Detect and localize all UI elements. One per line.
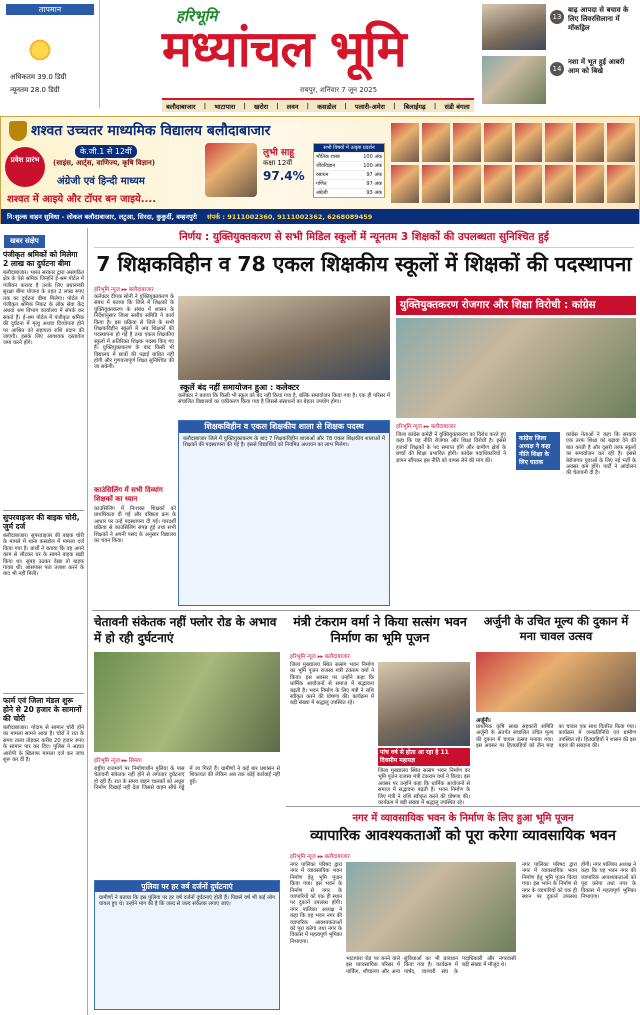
edition-item: पलारी-अमेरा [354, 102, 385, 111]
midcenter-photo [378, 662, 470, 746]
left-column [0, 228, 88, 1015]
results-table [313, 143, 385, 198]
results-row: रसायन 97 अंक [316, 172, 382, 178]
student-photo [576, 165, 604, 204]
topper-photo [205, 143, 257, 197]
results-row: भौतिक शास्त्र 100 अंक [316, 154, 382, 160]
student-photo [515, 165, 543, 204]
midcenter-byline: हरिभूमि न्यूज ▸▸ बलौदाबाजार [290, 654, 350, 660]
ad-footer-text: नि:शुल्क वाहन सुविधा - लोकल बलौदाबाजार, लटुआ, सिरदा, कुकुर्दी, बम्हनपुरी [7, 213, 197, 221]
brief-body: बलौदाबाजार। गोदाम से सामान चोरी होने का मामला सामने आया है। चोरों ने रात के समय ताला तोड़कर करीब 20 हजार रुपए के सामान पार कर दिए। पुलिस ने अज्ञात आरोपी के खिलाफ मामला दर्ज कर जांच शुरू कर दी है। [3, 725, 84, 764]
lead-box-text: बलौदाबाजार जिले में युक्तियुक्तकरण के बाद 7 शिक्षकविहीन शालाओं और 78 एकल शिक्षकीय शालाओं में शिक्षकों की पदस्थापना की गई है। इससे विद्यार्थियों को नियमित अध्ययन का लाभ मिलेगा। [183, 436, 385, 449]
student-photo-grid [391, 123, 635, 203]
brief-headline: पंजीकृत श्रमिकों को मिलेगा 2 लाख का दुर्घटना बीमा [3, 250, 78, 268]
student-photo [484, 123, 512, 162]
teaser-number: 13 [550, 10, 564, 24]
midcenter-body: जिला मुख्यालय स्थित सत्संग भवन निर्माण का भूमि पूजन राजस्व मंत्री टंकराम वर्मा ने किया। इस अवसर पर उन्होंने कहा कि धार्मिक आयोजनों से समाज में सद्भावना बढ़ती है। भवन निर्माण के लिए मंत्री ने राशि स्वीकृत करने की घोषणा की। कार्यक्रम में बड़ी संख्या में श्रद्धालु उपस्थित रहे। [290, 662, 374, 707]
brief-headline: फार्म एवं जिला मंडल शुरू होने से 20 हजार के सामानों की चोरी [3, 696, 82, 723]
newspaper-title: मध्यांचल भूमि [162, 20, 406, 78]
edition-item: बलौदाबाजार [166, 102, 196, 111]
lead-caption-text: कलेक्टर ने बताया कि किसी भी स्कूल को बंद नहीं किया गया है, बल्कि समायोजन किया गया है। एक ही परिसर में संचालित विद्यालयों का एकीकरण किया गया है जिससे संसाधनों का बेहतर उपयोग होगा। [178, 393, 390, 406]
student-photo [391, 165, 419, 204]
lead-body: कलेक्टर दीपक सोनी ने युक्तियुक्तकरण के संबंध में बताया कि जिले में शिक्षकों के युक्तियुक्तकरण के संबंध में शासन के निर्देशानुसार जिला स्तरीय समिति ने कार्य किया है। इस प्रक्रिया से जिले के सभी शिक्षकविहीन स्कूलों में अब शिक्षकों की पदस्थापना हो गई है तथा एकल शिक्षकीय स्कूलों में अतिरिक्त शिक्षक पदस्थ किए गए हैं। युक्तियुक्तकरण के बाद किसी भी विद्यालय में छात्रों की पढ़ाई बाधित नहीं होगी और गुणवत्तापूर्ण शिक्षा सुनिश्चित की जा सकेगी। [94, 294, 174, 371]
bottom-body-2: भाटापारा रोड पर बनने वाले इस व्यावसायिक परिसर में पार्किंग, शौचालय और अन्य सुविधाओं का भी प्रावधान किया गया है। कार्यक्रम में पार्षद, व्यापारी संघ के पदाधिकारी और नगरवासी बड़ी संख्या में मौजूद थे। [346, 956, 516, 975]
ad-streams: (साइंस, आर्ट्स, वाणिज्य, कृषि विज्ञान) [53, 159, 156, 167]
brief-body: बलौदाबाजार। सुपरवाइजर की बाइक चोरी के मामले में थाना कसडोल में मामला दर्ज किया गया है। प्रार्थी ने बताया कि वह अपने काम से लौटकर घर के सामने बाइक खड़ी किया था। सुबह उठकर देखा तो बाइक गायब थी। आसपास पता तलाश करने के बाद भी नहीं मिली। [3, 533, 84, 578]
bottom-photo [346, 862, 516, 952]
midleft-photo [94, 652, 280, 752]
topper-percentage: 97.4% [263, 169, 305, 183]
midright-byline: अर्जुनी। [476, 718, 491, 724]
bottom-body: नगर पालिका परिषद द्वारा नगर में व्यावसायिक भवन निर्माण हेतु भूमि पूजन किया गया। इस भवन के निर्माण से नगर के व्यापारियों को एक ही स्थान पर दुकानें उपलब्ध होंगी। नगर पालिका अध्यक्ष ने कहा कि यह भवन नगर की व्यापारिक आवश्यकताओं को पूरा करेगा तथा नगर के विकास में महत्वपूर्ण भूमिका निभाएगा। [290, 862, 342, 945]
results-title: सभी विषयों में उत्कृष्ट प्रदर्शन [314, 144, 384, 152]
student-photo [515, 123, 543, 162]
teaser-photo [482, 4, 546, 50]
lead-photo-caption: स्कूलें बंद नहीं समायोजन हुआ : कलेक्टर [178, 381, 390, 394]
right-story-photo [396, 318, 636, 418]
midleft-box-title: पुलिया पर हर वर्ष दर्जनों दुर्घटनाएं [95, 881, 279, 892]
student-photo [607, 165, 635, 204]
edition-item: लवन [286, 102, 299, 111]
student-photo [576, 123, 604, 162]
student-photo [453, 165, 481, 204]
student-photo [607, 123, 635, 162]
right-story-body-2: कांग्रेस नेताओं ने कहा कि सरकार एक तरफ शिक्षा को बढ़ावा देने की बात करती है और दूसरी तरफ स्कूलों का समायोजन कर रही है। इससे बेरोजगार युवाओं के लिए नई भर्ती के अवसर कम होंगे। पार्टी ने आंदोलन की चेतावनी दी है। [566, 432, 636, 477]
lead-byline: हरिभूमि न्यूज ▸▸ बलौदाबाजार [94, 287, 154, 293]
ad-footer-bar [1, 209, 639, 224]
student-photo [391, 123, 419, 162]
right-story-byline: हरिभूमि न्यूज ▸▸ बलौदाबाजार [396, 424, 456, 430]
lead-photo [178, 296, 390, 380]
brand-small: हरिभूमि [176, 7, 218, 25]
edition-item: कसडोल [317, 102, 337, 111]
midleft-headline: चेतावनी संकेतक नहीं फ्लोर रोड के अभाव में हो रही दुर्घटनाएं [94, 615, 277, 645]
ad-admission-badge: प्रवेश प्रारंभ [5, 147, 45, 187]
teaser-photo [482, 56, 546, 104]
edition-item: बिलाईगढ़ [403, 102, 426, 111]
edition-item: खरोरा [254, 102, 269, 111]
ad-classes: के.जी.1 से 12वीं [75, 145, 137, 158]
bottom-body-3: नगर पालिका परिषद द्वारा नगर में व्यावसायिक भवन निर्माण हेतु भूमि पूजन किया गया। इस भवन के निर्माण से नगर के व्यापारियों को एक ही स्थान पर दुकानें उपलब्ध होंगी। नगर पालिका अध्यक्ष ने कहा कि यह भवन नगर की व्यापारिक आवश्यकताओं को पूरा करेगा तथा नगर के विकास में महत्वपूर्ण भूमिका निभाएगा। [522, 862, 636, 901]
midcenter-headline: मंत्री टंकराम वर्मा ने किया सत्संग भवन निर्माण का भूमि पूजन [293, 614, 467, 645]
lead-headline: 7 शिक्षकविहीन व 78 एकल शिक्षकीय स्कूलों में शिक्षकों की पदस्थापना [96, 252, 632, 276]
midleft-box [94, 880, 280, 1010]
midcenter-body-2: जिला मुख्यालय स्थित सत्संग भवन निर्माण का भूमि पूजन राजस्व मंत्री टंकराम वर्मा ने किया। इस अवसर पर उन्होंने कहा कि धार्मिक आयोजनों से समाज में सद्भावना बढ़ती है। भवन निर्माण के लिए मंत्री ने राशि स्वीकृत करने की घोषणा की। कार्यक्रम में बड़ी संख्या में श्रद्धालु उपस्थित रहे। [378, 768, 470, 807]
ad-phone: संपर्क : 9111002360, 9111002362, 6268089459 [206, 213, 373, 221]
bottom-headline: व्यापारिक आवश्यकताओं को पूरा करेगा व्यावसायिक भवन [310, 828, 616, 844]
midleft-body: राष्ट्रीय राजमार्ग पर निर्माणाधीन पुलिया के पास चेतावनी संकेतक नहीं होने से लगातार दुर्घटनाएं हो रही हैं। रात के समय वाहन चालकों को अधूरा निर्माण दिखाई नहीं देता जिससे वाहन सीधे गड्ढे में जा गिरते हैं। ग्रामीणों ने कई बार प्रशासन से शिकायत की लेकिन अब तक कोई कार्रवाई नहीं हुई। [94, 766, 280, 792]
student-photo [422, 165, 450, 204]
lead-body-2: काउंसिलिंग में निःशक्त शिक्षकों को प्राथमिकता दी गई और वरिष्ठता क्रम के आधार पर उन्हें पदस्थापना दी गई। पारदर्शी प्रक्रिया से काउंसिलिंग संपन्न हुई तथा सभी शिक्षकों ने अपनी पसंद के अनुसार विद्यालय का चयन किया। [94, 506, 176, 545]
right-story-headline: युक्तियुक्तकरण रोजगार और शिक्षा विरोधी : कांग्रेस [396, 296, 636, 315]
weather-box [0, 0, 100, 108]
student-photo [484, 165, 512, 204]
teaser-number: 14 [550, 62, 564, 76]
brief-body: बलौदाबाजार। भारत सरकार द्वारा असंगठित क्षेत्र के ऐसे श्रमिक जिन्होंने ई-श्रम पोर्टल में पंजीयन कराया है उनके लिए प्रधानमंत्री सुरक्षा बीमा योजना के तहत 2 लाख रुपए तक का दुर्घटना बीमा मिलेगा। पोर्टल में पंजीकृत श्रमिक निकट के लोक सेवा केंद्र अथवा श्रम विभाग कार्यालय में संपर्क कर सकते हैं। ई-श्रम पोर्टल में पंजीकृत श्रमिक की दुर्घटना में मृत्यु अथवा दिव्यांगता होने पर आश्रित को सहायता राशि प्रदान की जाएगी। इसके लिए आवश्यक दस्तावेज जमा करने होंगे। [3, 270, 84, 347]
ad-medium: अंग्रेजी एवं हिन्दी माध्यम [57, 176, 145, 187]
weather-label: तापमान [6, 4, 94, 15]
midleft-box-text: ग्रामीणों ने बताया कि इस पुलिया पर हर वर्ष दर्जनों दुर्घटनाएं होती हैं। पिछले वर्ष भी कई लोग घायल हुए थे। उन्होंने मांग की है कि जल्द से जल्द संकेतक लगाए जाएं। [99, 895, 275, 908]
midright-body: प्राथमिक कृषि साख सहकारी समिति अर्जुनी के अंतर्गत संचालित उचित मूल्य की दुकान में चावल उत्सव मनाया गया। इस अवसर पर हितग्राहियों को तीन माह का चावल एक साथ वितरित किया गया। कार्यक्रम में जनप्रतिनिधि एवं ग्रामीण उपस्थित रहे। हितग्राहियों ने शासन की इस पहल की सराहना की। [476, 724, 636, 750]
bottom-byline: हरिभूमि न्यूज ▸▸ बलौदाबाजार [290, 854, 350, 860]
teaser-text: नशा में भूत हुई आबरी आम को बिखे [568, 58, 625, 75]
topper-class: कक्षा 12वीं [263, 159, 293, 167]
topper-name: लुभी साहू [263, 148, 295, 158]
bottom-kicker: नगर में व्यावसायिक भवन के निर्माण के लिए हुआ भूमि पूजन [352, 813, 574, 824]
student-photo [453, 123, 481, 162]
teaser-box [480, 0, 640, 108]
teaser-text: बाढ़ आपदा से बचाव के लिए लिवरसिलाना में मॉकड्रिल [568, 6, 629, 32]
results-row: अंग्रेजी 93 अंक [316, 190, 382, 196]
edition-item: भाटापारा [214, 102, 236, 111]
midright-headline: अर्जुनी के उचित मूल्य की दुकान में मना चावल उत्सव [483, 614, 629, 643]
midcenter-caption: पांच वर्ष से होता आ रहा है 11 दिवसीय महायज्ञ [378, 748, 470, 766]
lead-box [178, 420, 390, 606]
student-photo [422, 123, 450, 162]
edition-bar: बलौदाबाजार | भाटापारा | खरोरा | लवन | कसडोल | पलारी-अमेरा | बिलाईगढ़ | संडी बंगला [162, 98, 474, 112]
lead-subhead: काउंसिलिंग में सभी दिव्यांग शिक्षकों का ध्यान [94, 486, 163, 503]
temp-min: न्यूनतम 28.0 डिग्री [10, 86, 60, 94]
brief-tag: खबर संक्षेप [4, 235, 45, 248]
right-story-body: जिला कांग्रेस कमेटी ने युक्तियुक्तकरण का विरोध करते हुए कहा कि यह नीति रोजगार और शिक्षा विरोधी है। इससे हजारों शिक्षकों के पद समाप्त होंगे और ग्रामीण क्षेत्रों के बच्चों की शिक्षा प्रभावित होगी। कांग्रेस पदाधिकारियों ने ज्ञापन सौंपकर इस नीति को वापस लेने की मांग की। [396, 432, 506, 464]
student-photo [545, 123, 573, 162]
right-story-pullquote: कांग्रेस जिला अध्यक्ष ने कहा नीति शिक्षा के लिए घातक [516, 432, 560, 470]
edition-item: संडी बंगला [444, 102, 470, 111]
midright-photo [476, 652, 636, 712]
shield-icon [9, 121, 27, 141]
temp-max: अधिकतम 39.0 डिग्री [10, 73, 67, 81]
dateline: रायपुर, शनिवार 7 जून 2025 [300, 86, 378, 94]
lead-box-title: शिक्षकविहीन व एकल शिक्षकीय शाला से शिक्षक पदस्थ [179, 421, 389, 433]
ad-tagline: शश्वत में आइये और टॉपर बन जाइये.... [7, 194, 157, 205]
school-ad [0, 116, 640, 224]
midleft-byline: हरिभूमि न्यूज ▸▸ सिमगा [94, 758, 142, 764]
lead-kicker: निर्णय : युक्तियुक्तकरण से सभी मिडिल स्कूलों में न्यूनतम 3 शिक्षकों की उपलब्धता सुनिश्चित हुई [94, 230, 634, 248]
student-photo [545, 165, 573, 204]
sun-icon [28, 38, 52, 62]
results-row: जीवविज्ञान 100 अंक [316, 163, 382, 169]
brief-headline: सुपरवाइजर की बाइक चोरी, जुर्म दर्ज [3, 513, 80, 531]
results-row: गणित 97 अंक [316, 181, 382, 187]
ad-school-title: शश्वत उच्चतर माध्यमिक विद्यालय बलौदाबाजार [31, 123, 271, 139]
